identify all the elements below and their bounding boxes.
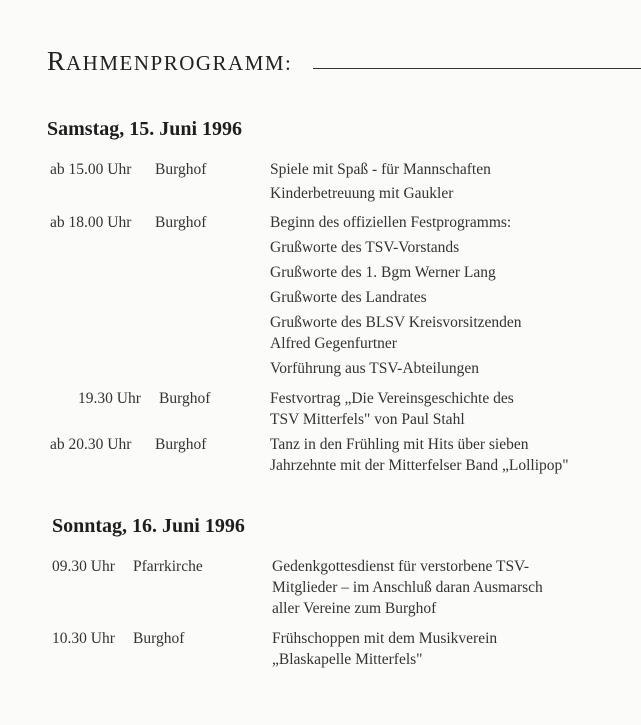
event-line: Kinderbetreuung mit Gaukler — [270, 185, 454, 202]
event-line: Gedenkgottesdienst für verstorbene TSV- — [272, 558, 529, 575]
event-line: Spiele mit Spaß - für Mannschaften — [270, 161, 491, 178]
event-place: Burghof — [155, 161, 207, 178]
event-line: TSV Mitterfels" von Paul Stahl — [270, 411, 465, 428]
title-rule — [313, 68, 641, 69]
event-line: Grußworte des 1. Bgm Werner Lang — [270, 264, 496, 281]
event-time: ab 20.30 Uhr — [50, 436, 132, 453]
event-line: Jahrzehnte mit der Mitterfelser Band „Lollipop" — [270, 457, 569, 474]
event-line: Tanz in den Frühling mit Hits über sieben — [270, 436, 529, 453]
event-line: Grußworte des Landrates — [270, 289, 427, 306]
event-place: Burghof — [155, 436, 207, 453]
event-time: 09.30 Uhr — [52, 558, 115, 575]
event-line: Mitglieder – im Anschluß daran Ausmarsch — [272, 579, 543, 596]
program-header — [47, 46, 641, 78]
event-line: Frühschoppen mit dem Musikverein — [272, 630, 498, 647]
event-line: Festvortrag „Die Vereinsgeschichte des — [270, 390, 514, 407]
event-description — [270, 160, 491, 203]
event-place: Burghof — [133, 630, 185, 647]
event-line: Grußworte des TSV-Vorstands — [270, 239, 460, 256]
event-description — [272, 557, 543, 618]
event-line: Beginn des offiziellen Festprogramms: — [270, 214, 512, 231]
event-description — [270, 213, 522, 378]
event-line: Vorführung aus TSV-Abteilungen — [270, 360, 479, 377]
event-line: Alfred Gegenfurtner — [270, 335, 397, 352]
event-line: Grußworte des BLSV Kreisvorsitzenden — [270, 314, 522, 331]
event-place: Burghof — [159, 390, 211, 407]
event-time: ab 15.00 Uhr — [50, 161, 132, 178]
event-place: Burghof — [155, 214, 207, 231]
title-rest: AHMENPROGRAMM: — [66, 51, 293, 75]
event-description — [270, 435, 569, 475]
event-place: Pfarrkirche — [133, 558, 203, 575]
event-description — [272, 629, 497, 669]
event-line: aller Vereine zum Burghof — [272, 600, 437, 617]
title-initial: R — [47, 46, 67, 76]
day-heading-saturday: Samstag, 15. Juni 1996 — [47, 118, 243, 140]
event-time: ab 18.00 Uhr — [50, 214, 132, 231]
event-time: 19.30 Uhr — [78, 390, 141, 407]
page-title — [47, 46, 292, 77]
event-line: „Blaskapelle Mitterfels" — [272, 651, 423, 668]
event-description — [270, 389, 514, 429]
event-time: 10.30 Uhr — [52, 630, 115, 647]
day-heading-sunday: Sonntag, 16. Juni 1996 — [52, 515, 245, 537]
